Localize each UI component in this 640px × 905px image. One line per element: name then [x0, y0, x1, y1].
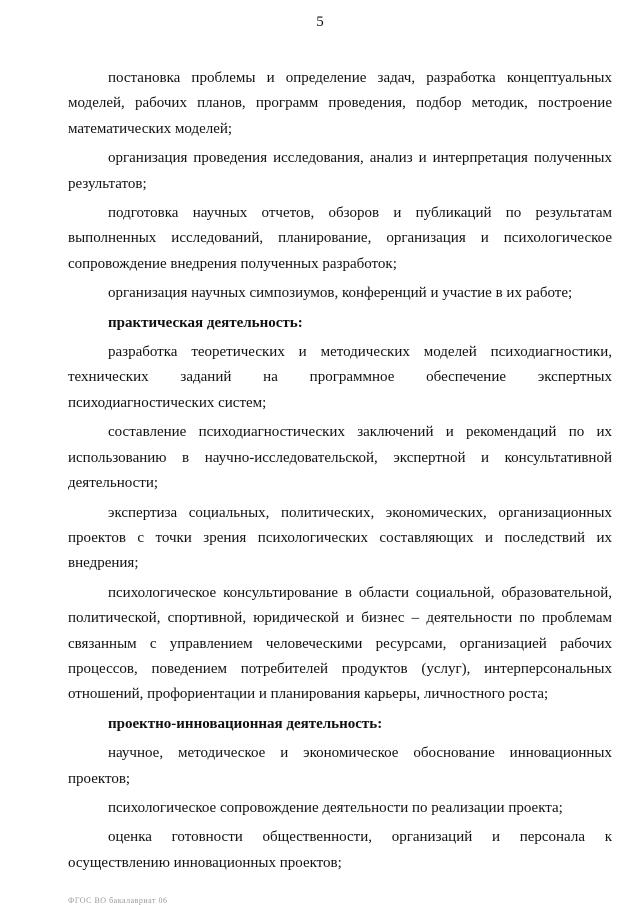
page-footer: ФГОС ВО бакалавриат 06	[68, 896, 168, 905]
paragraph: организация научных симпозиумов, конференций и участие в их работе;	[108, 285, 573, 302]
paragraph: организация проведения исследования, анализ и интерпретация полученных результатов;	[68, 150, 612, 192]
section-heading: проектно-инновационная деятельность:	[108, 715, 383, 732]
page-number: 5	[316, 14, 324, 30]
paragraph: разработка теоретических и методических моделей психодиагностики, технических заданий на программное обеспечение экспертных психодиагностических систем;	[68, 344, 612, 411]
paragraph: постановка проблемы и определение задач, разработка концептуальных моделей, рабочих планов, программ проведения, подбор методик, построение математических моделей;	[68, 70, 612, 137]
paragraph: психологическое сопровождение деятельности по реализации проекта;	[108, 799, 563, 816]
paragraph: экспертиза социальных, политических, экономических, организационных проектов с точки зрения психологических составляющих и последствий их внедрения;	[68, 504, 612, 572]
document-body	[68, 66, 612, 880]
paragraph: оценка готовности общественности, организаций и персонала к осуществлению инновационных проектов;	[68, 829, 612, 871]
section-heading: практическая деятельность:	[108, 314, 303, 331]
paragraph: психологическое консультирование в области социальной, образовательной, политической, спортивной, юридической и бизнес – деятельности по проблемам связанным с управлением человеческими ресурсами, организацией рабочих процессов, поведением потребителей продуктов (услуг), интерперсональных отношений, профориентации и планирования карьеры, личностного роста;	[68, 584, 612, 703]
paragraph: научное, методическое и экономическое обоснование инновационных проектов;	[68, 745, 612, 787]
paragraph: подготовка научных отчетов, обзоров и публикаций по результатам выполненных исследований, планирование, организация и психологическое сопровождение внедрения полученных разработок;	[68, 205, 612, 272]
paragraph: составление психодиагностических заключений и рекомендаций по их использованию в научно-исследовательской, экспертной и консультативной деятельности;	[68, 424, 612, 492]
